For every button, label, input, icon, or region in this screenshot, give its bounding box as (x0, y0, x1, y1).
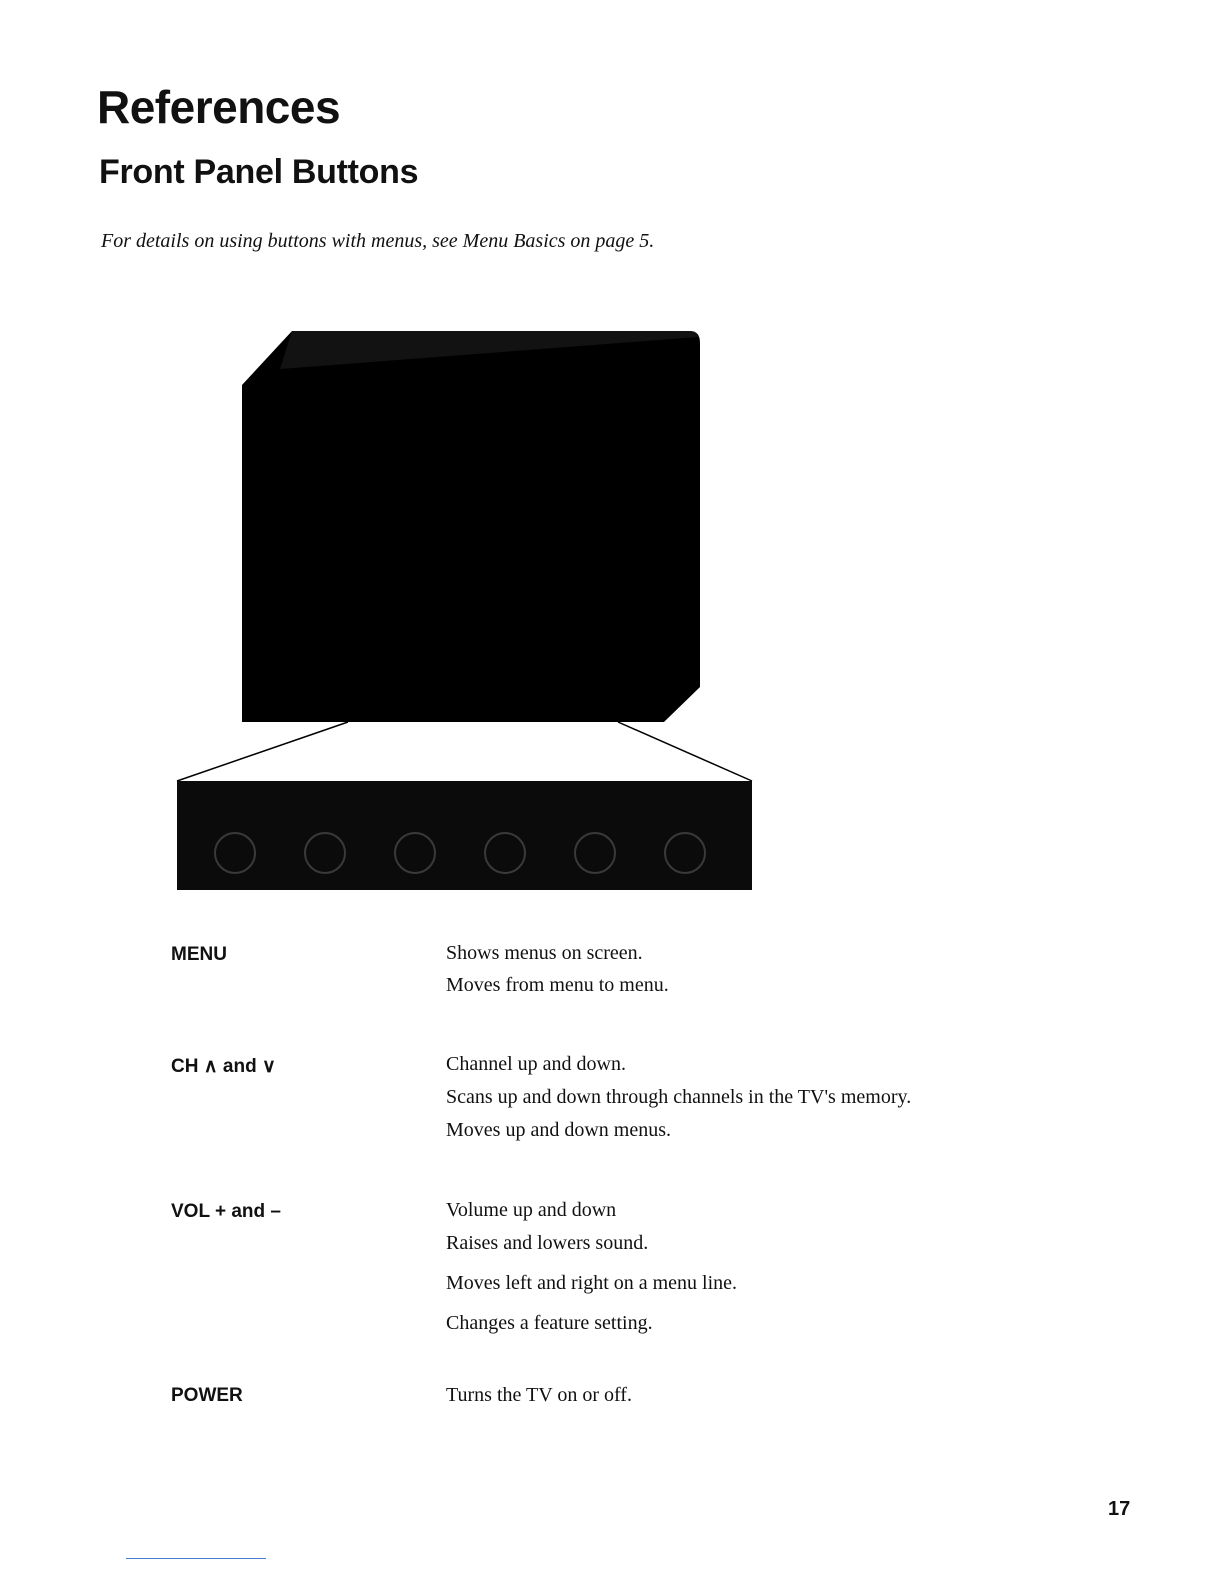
button-description: Volume up and down (446, 1199, 617, 1221)
button-description: Moves up and down menus. (446, 1119, 671, 1141)
callout-line-left (177, 722, 348, 781)
page-number: 17 (1108, 1498, 1131, 1520)
tv-cabinet (242, 331, 700, 722)
button-description: Changes a feature setting. (446, 1312, 653, 1334)
tv-front-panel-illustration (170, 325, 770, 905)
callout-line-right (618, 722, 752, 781)
button-description: Moves left and right on a menu line. (446, 1272, 738, 1294)
footer-rule (126, 1558, 266, 1559)
button-name-menu: MENU (171, 944, 227, 965)
button-description: Raises and lowers sound. (446, 1232, 649, 1254)
button-description: Turns the TV on or off. (446, 1384, 632, 1406)
section-title: Front Panel Buttons (99, 153, 419, 191)
button-name-channel: CH ∧ and ∨ (171, 1056, 276, 1077)
button-name-volume: VOL + and – (171, 1201, 281, 1222)
button-description: Moves from menu to menu. (446, 974, 669, 996)
button-name-power: POWER (171, 1385, 243, 1406)
button-description: Scans up and down through channels in the TV's memory. (446, 1086, 912, 1108)
page-title: References (97, 81, 341, 133)
front-panel (177, 781, 752, 890)
button-description: Channel up and down. (446, 1053, 626, 1075)
intro-note: For details on using buttons with menus, see Menu Basics on page 5. (101, 230, 655, 252)
button-description: Shows menus on screen. (446, 942, 643, 964)
